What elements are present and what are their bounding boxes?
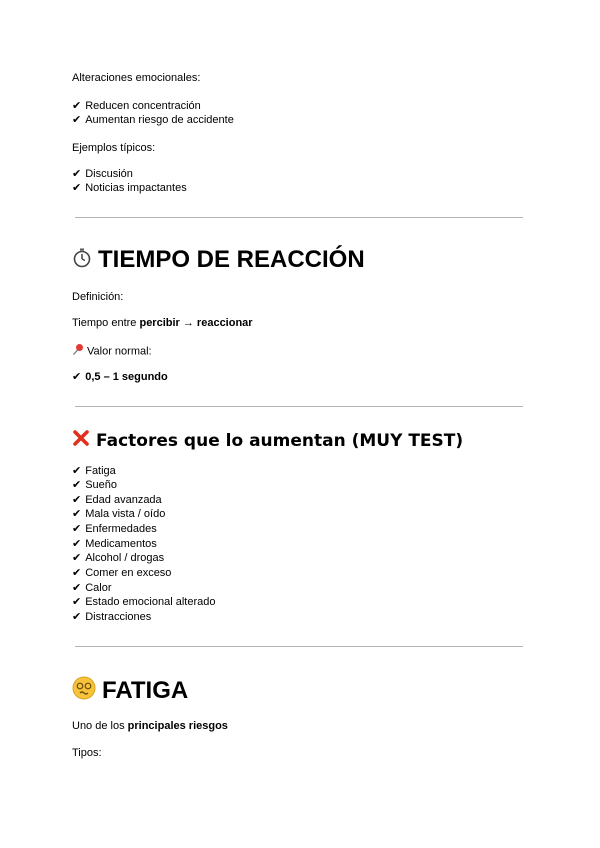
- factor-item: ✔ Alcohol / drogas: [72, 551, 164, 565]
- emotional-heading: Alteraciones emocionales:: [72, 72, 201, 84]
- emotional-item: ✔ Aumentan riesgo de accidente: [72, 113, 234, 127]
- factor-item: ✔ Comer en exceso: [72, 566, 171, 580]
- reaction-time-title: TIEMPO DE REACCIÓN: [72, 246, 365, 275]
- divider: [75, 646, 523, 647]
- definition-text: Tiempo entre percibir → reaccionar: [72, 317, 253, 329]
- factor-item: ✔ Fatiga: [72, 464, 116, 478]
- divider: [75, 406, 523, 407]
- factor-item: ✔ Mala vista / oído: [72, 507, 165, 521]
- emotional-item: ✔ Reducen concentración: [72, 99, 201, 113]
- factor-item: ✔ Medicamentos: [72, 537, 157, 551]
- example-item: ✔ Noticias impactantes: [72, 181, 187, 195]
- examples-heading: Ejemplos típicos:: [72, 142, 156, 154]
- normal-value: ✔ 0,5 – 1 segundo: [72, 370, 168, 384]
- factor-item: ✔ Calor: [72, 581, 112, 595]
- fatigue-title: FATIGA: [72, 676, 188, 707]
- factors-title: Factores que lo aumentan (MUY TEST): [72, 429, 463, 453]
- factor-item: ✔ Edad avanzada: [72, 493, 162, 507]
- stopwatch-icon: [72, 247, 92, 275]
- pushpin-icon: [72, 343, 85, 360]
- factor-item: ✔ Sueño: [72, 478, 117, 492]
- divider: [75, 217, 523, 218]
- factor-item: ✔ Enfermedades: [72, 522, 157, 536]
- fatigue-intro: Uno de los principales riesgos: [72, 720, 228, 732]
- normal-value-label: Valor normal:: [72, 343, 152, 360]
- factor-item: ✔ Distracciones: [72, 610, 151, 624]
- dizzy-face-icon: [72, 676, 96, 707]
- types-label: Tipos:: [72, 747, 102, 759]
- factor-item: ✔ Estado emocional alterado: [72, 595, 215, 609]
- example-item: ✔ Discusión: [72, 167, 133, 181]
- definition-label: Definición:: [72, 291, 124, 303]
- cross-mark-icon: [72, 429, 90, 453]
